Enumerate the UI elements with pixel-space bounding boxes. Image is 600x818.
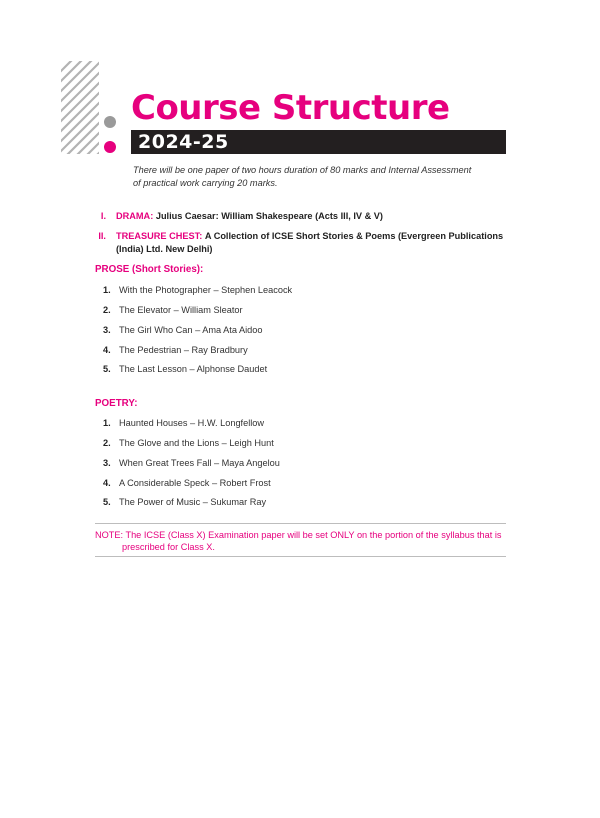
list-item: 2. The Glove and the Lions – Leigh Hunt [103, 438, 274, 448]
section-label: DRAMA: [116, 211, 154, 221]
list-item: 1. Haunted Houses – H.W. Longfellow [103, 418, 265, 428]
list-item: 3. When Great Trees Fall – Maya Angelou [103, 458, 280, 468]
year-banner [131, 130, 506, 154]
section-label: TREASURE CHEST: [116, 231, 203, 241]
section-text: Julius Caesar: William Shakespeare (Acts III, IV & V) [155, 211, 383, 221]
note-line1: NOTE: The ICSE (Class X) Examination paper will be set ONLY on the portion of the syllabus that is [95, 530, 502, 540]
list-item: 5. The Last Lesson – Alphonse Daudet [103, 364, 268, 374]
note-text [95, 529, 510, 553]
diagonal-stripes-decoration [61, 61, 99, 154]
note-bottom-rule [95, 556, 506, 557]
list-item: 3. The Girl Who Can – Ama Ata Aidoo [103, 325, 263, 335]
roman-numeral: II. [98, 231, 106, 241]
poetry-heading: POETRY: [95, 398, 138, 409]
prose-heading: PROSE (Short Stories): [95, 264, 204, 275]
note-line2: prescribed for Class X. [122, 542, 215, 552]
list-item: 2. The Elevator – William Sleator [103, 305, 243, 315]
section-text-line1: A Collection of ICSE Short Stories & Poems (Evergreen Publications [204, 231, 504, 241]
list-item: 4. The Pedestrian – Ray Bradbury [103, 345, 248, 355]
note-top-rule [95, 523, 506, 524]
pink-dot-decoration [104, 141, 116, 153]
roman-numeral: I. [100, 211, 106, 221]
section-text-line2: (India) Ltd. New Delhi) [116, 244, 213, 254]
page-title: Course Structure [131, 88, 450, 128]
intro-text: There will be one paper of two hours duration of 80 marks and Internal Assessment of practical work carrying 20 marks. [133, 165, 472, 188]
gray-dot-decoration [104, 116, 116, 128]
list-item: 5. The Power of Music – Sukumar Ray [103, 497, 267, 507]
list-item: 4. A Considerable Speck – Robert Frost [103, 478, 271, 488]
year-label: 2024-25 [138, 131, 229, 153]
list-item: 1. With the Photographer – Stephen Leacock [103, 285, 293, 295]
